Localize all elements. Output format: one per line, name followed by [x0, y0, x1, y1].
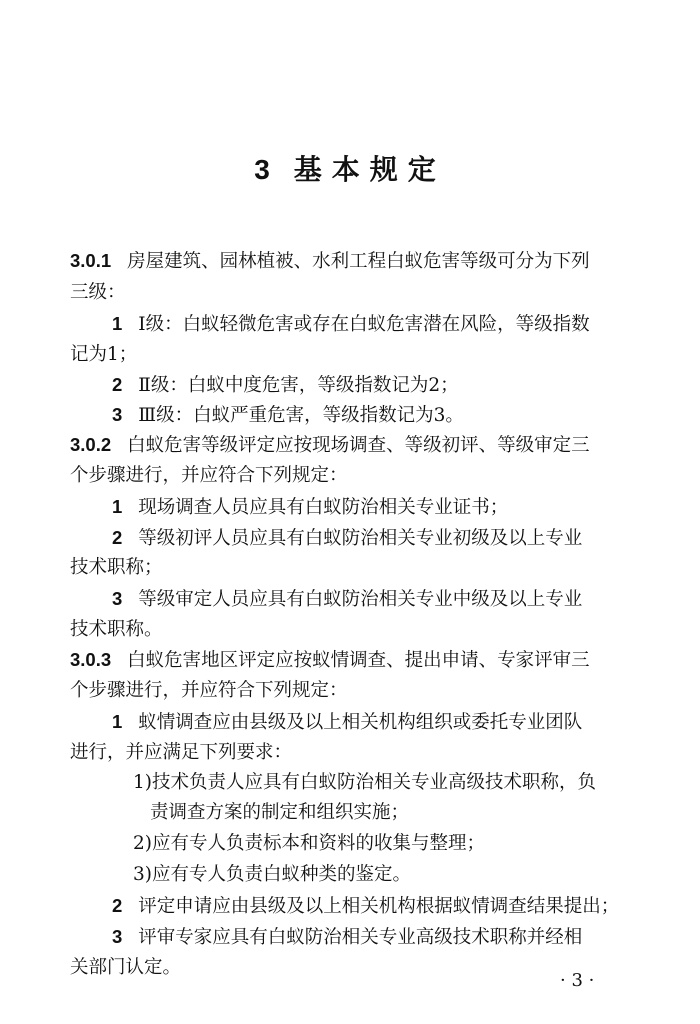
clause-number: 3.0.1: [70, 250, 112, 271]
clause-text: 房屋建筑、园林植被、水利工程白蚁危害等级可分为下列: [127, 251, 590, 272]
item-line: [112, 707, 582, 738]
clause-number: 3.0.3: [70, 649, 112, 670]
item-text: 记为1；: [70, 344, 138, 365]
chapter-number: 3: [254, 154, 280, 185]
item-text: 评定申请应由县级及以上相关机构根据蚁情调查结果提出；: [138, 896, 620, 917]
item-line: [112, 523, 582, 554]
subitem-line: [133, 860, 411, 890]
item-number: 1: [112, 313, 123, 334]
subitem-line: [150, 798, 409, 828]
item-text: Ⅰ级：白蚁轻微危害或存在白蚁危害潜在风险，等级指数: [138, 314, 590, 335]
clause-line: [70, 676, 348, 706]
page-number: · 3 ·: [560, 970, 595, 991]
item-number: 2: [112, 895, 123, 916]
clause-text: 三级：: [70, 282, 126, 303]
clause-number: 3.0.2: [70, 434, 112, 455]
subitem-line: [133, 768, 596, 798]
item-text: 进行，并应满足下列要求：: [70, 742, 293, 763]
item-text: 等级初评人员应具有白蚁防治相关专业初级及以上专业: [138, 528, 583, 549]
item-line: [70, 738, 292, 768]
subitem-text: 责调查方案的制定和组织实施；: [150, 802, 410, 823]
clause-text: 个步骤进行，并应符合下列规定：: [70, 680, 348, 701]
clause-line: [70, 430, 590, 461]
subitem-line: [133, 829, 485, 859]
item-number: 1: [112, 711, 123, 732]
item-number: 3: [112, 588, 123, 609]
item-number: 3: [112, 404, 123, 425]
item-line: [112, 584, 582, 615]
item-line: [112, 891, 619, 922]
subitem-text: 2)应有专人负责标本和资料的收集与整理；: [133, 833, 485, 854]
item-line: [112, 370, 459, 401]
item-text: 关部门认定。: [70, 957, 182, 978]
item-line: [70, 340, 137, 370]
item-line: [112, 922, 582, 953]
item-text: 蚁情调查应由县级及以上相关机构组织或委托专业团队: [138, 712, 583, 733]
item-line: [70, 615, 163, 645]
item-text: Ⅲ级：白蚁严重危害，等级指数记为3。: [138, 405, 464, 426]
item-number: 2: [112, 527, 123, 548]
clause-text: 白蚁危害地区评定应按蚁情调查、提出申请、专家评审三: [127, 650, 590, 671]
clause-line: [70, 461, 348, 491]
item-number: 3: [112, 926, 123, 947]
clause-line: [70, 278, 126, 308]
item-line: [112, 492, 508, 523]
item-line: [112, 309, 590, 340]
chapter-title: [0, 150, 700, 190]
subitem-text: 1)技术负责人应具有白蚁防治相关专业高级技术职称，负: [133, 772, 596, 793]
clause-line: [70, 246, 590, 277]
item-text: 技术职称；: [70, 557, 163, 578]
clause-text: 白蚁危害等级评定应按现场调查、等级初评、等级审定三: [127, 435, 590, 456]
item-text: Ⅱ级：白蚁中度危害，等级指数记为2；: [138, 375, 459, 396]
chapter-title-text: 基本规定: [293, 153, 446, 186]
item-number: 1: [112, 496, 123, 517]
clause-text: 个步骤进行，并应符合下列规定：: [70, 465, 348, 486]
item-line: [112, 400, 464, 431]
item-text: 等级审定人员应具有白蚁防治相关专业中级及以上专业: [138, 589, 583, 610]
item-number: 2: [112, 374, 123, 395]
item-line: [70, 953, 181, 983]
item-line: [70, 553, 163, 583]
clause-line: [70, 645, 590, 676]
item-text: 技术职称。: [70, 619, 163, 640]
item-text: 评审专家应具有白蚁防治相关专业高级技术职称并经相: [138, 927, 583, 948]
item-text: 现场调查人员应具有白蚁防治相关专业证书；: [138, 497, 509, 518]
subitem-text: 3)应有专人负责白蚁种类的鉴定。: [133, 864, 411, 885]
